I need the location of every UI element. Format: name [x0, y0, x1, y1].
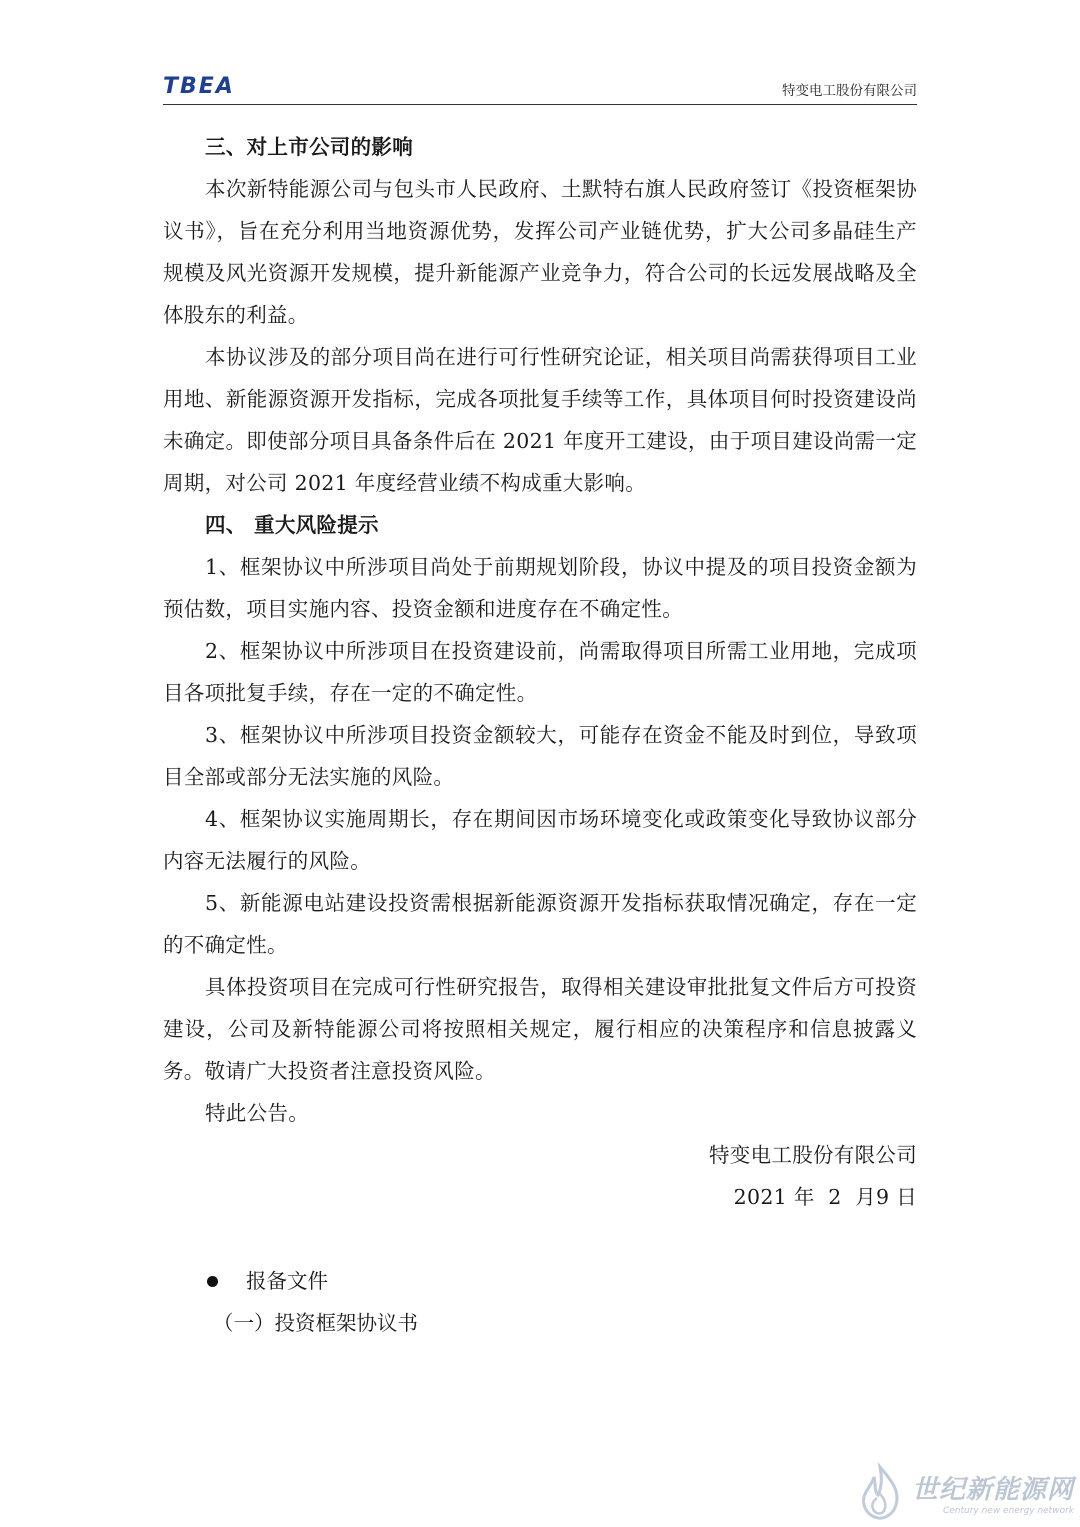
section-heading-impact: 三、对上市公司的影响 — [205, 135, 413, 159]
signature-date: 2021 年 2 月9 日 — [733, 1185, 917, 1209]
risk-item-1: 1、框架协议中所涉项目尚处于前期规划阶段，协议中提及的项目投资金额为预估数，项目实施内容、投资金额和进度存在不确定性。 — [163, 555, 917, 621]
risk-item-4: 4、框架协议实施周期长，存在期间因市场环境变化或政策变化导致协议部分内容无法履行的风险。 — [163, 807, 917, 873]
attachments-title: 报备文件 — [246, 1269, 328, 1293]
risk-item-3: 3、框架协议中所涉项目投资金额较大，可能存在资金不能及时到位，导致项目全部或部分无法实施的风险。 — [163, 723, 917, 789]
header-company-name: 特变电工股份有限公司 — [782, 83, 917, 99]
paragraph: 本协议涉及的部分项目尚在进行可行性研究论证，相关项目尚需获得项目工业用地、新能源资源开发指标，完成各项批复手续等工作，具体项目何时投资建设尚未确定。即使部分项目具备条件后在 2021 年度开工建设，由于项目建设尚需一定周期，对公司 2021 年度经营业绩不构成重大影响。 — [163, 345, 917, 495]
document-body — [163, 126, 917, 1344]
flame-icon — [852, 1463, 908, 1521]
page-header — [163, 70, 917, 105]
closing-statement: 特此公告。 — [205, 1101, 309, 1125]
paragraph: 具体投资项目在完成可行性研究报告，取得相关建设审批批复文件后方可投资建设，公司及新特能源公司将按照相关规定，履行相应的决策程序和信息披露义务。敬请广大投资者注意投资风险。 — [163, 975, 917, 1083]
signature-company: 特变电工股份有限公司 — [709, 1143, 917, 1167]
tbea-logo: TBEA — [163, 74, 235, 99]
risk-item-2: 2、框架协议中所涉项目在投资建设前，尚需取得项目所需工业用地，完成项目各项批复手续，存在一定的不确定性。 — [163, 639, 917, 705]
watermark — [852, 1463, 1074, 1521]
attachments-heading — [207, 1260, 917, 1302]
bullet-icon — [207, 1276, 218, 1287]
attachment-item: （一）投资框架协议书 — [213, 1311, 418, 1335]
section-heading-risks: 四、 重大风险提示 — [205, 513, 379, 537]
paragraph: 本次新特能源公司与包头市人民政府、土默特右旗人民政府签订《投资框架协议书》，旨在充分利用当地资源优势，发挥公司产业链优势，扩大公司多晶硅生产规模及风光资源开发规模，提升新能源产业竞争力，符合公司的长远发展战略及全体股东的利益。 — [163, 177, 917, 327]
watermark-en: Century new energy network — [942, 1505, 1074, 1516]
risk-item-5: 5、新能源电站建设投资需根据新能源资源开发指标获取情况确定，存在一定的不确定性。 — [163, 891, 917, 957]
watermark-cn: 世纪新能源网 — [911, 1474, 1074, 1505]
